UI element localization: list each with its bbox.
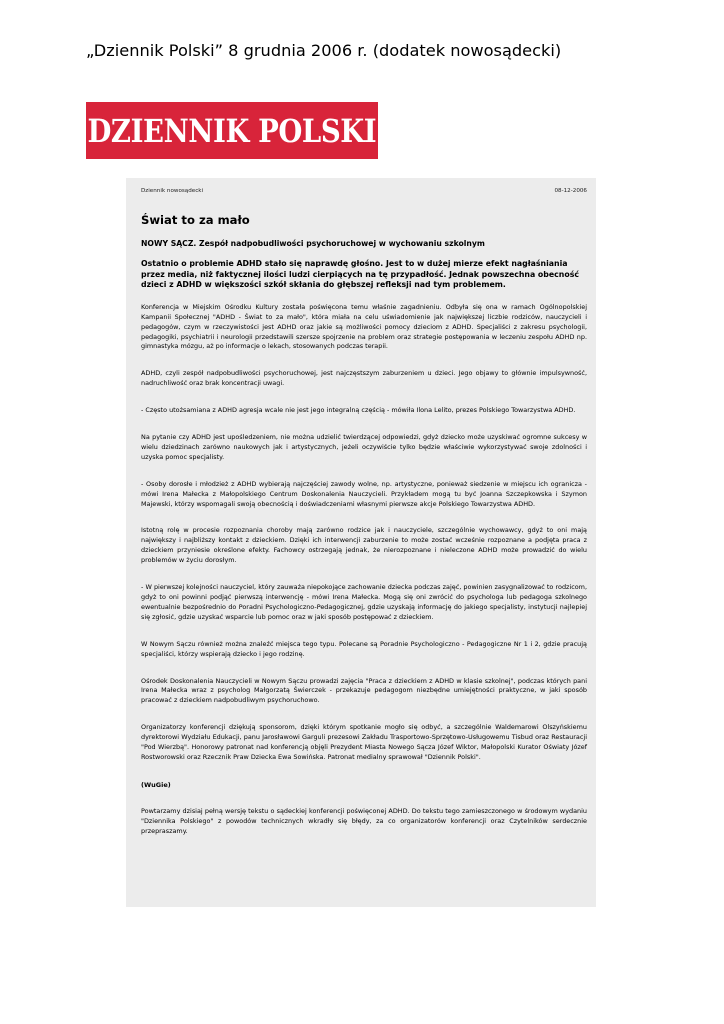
article-section: Dziennik nowosądecki [141,188,204,194]
article-paragraph: Na pytanie czy ADHD jest upośledzeniem, nie można udzielić twierdzącej odpowiedzi, gdyż dziecko może uzyskiwać ogromne sukcesy w wielu dziedzinach zarówno naukowych jak i artystycznych, jeżeli oczywiście tylko będzie właściwie wykorzystywać swoje zdolności i uzyska pomoc specjalisty. [141,433,587,461]
article-paragraph: W Nowym Sączu również można znaleźć miejsca tego typu. Polecane są Poradnie Psychologiczno - Pedagogiczne Nr 1 i 2, gdzie pracują specjaliści, którzy wspierają dziecko i jego rodzinę. [141,639,587,658]
article-paragraph: Istotną rolę w procesie rozpoznania choroby mają zarówno rodzice jak i nauczyciele, szczególnie wychowawcy, gdyż to oni mają największy i najbliższy kontakt z dzieckiem. Dzięki ich interwencji zaburzenie to może zostać wcześnie rozpoznane a podjęta praca z dzieckiem przyniesie określone efekty. Fachowcy ostrzegają jednak, że nierozpoznane i nieleczone ADHD może prowadzić do wielu problemów w życiu dorosłym. [141,526,587,565]
article-title: Świat to za mało [141,213,250,227]
page-header: „Dziennik Polski” 8 grudnia 2006 r. (dodatek nowosądecki) [86,41,562,60]
article-subtitle: NOWY SĄCZ. Zespół nadpobudliwości psychoruchowej w wychowaniu szkolnym [141,239,485,248]
article-meta [141,187,587,195]
article-paragraph: - W pierwszej kolejności nauczyciel, który zauważa niepokojące zachowanie dziecka podczas zajęć, powinien zasygnalizować to rodzicom, gdyż to oni powinni podjąć pierwszą interwencję - mówi Irena Małecka. Mogą się oni zwrócić do psychologa lub pedagoga szkolnego ewentualnie bezpośrednio do Poradni Psychologiczno-Pedagogicznej, gdzie uzyskają informację do jakiego specjalisty, instytucji najlepiej się zgłosić, gdzie uzyskać wsparcie lub pomoc oraz w jaki sposób postępować z dzieckiem. [141,583,587,621]
article-date: 08-12-2006 [554,188,587,194]
article-signature: (WuGie) [141,780,171,789]
article-paragraph: Organizatorzy konferencji dziękują sponsorom, dzięki którym spotkanie mogło się odbyć, a szczególnie Waldemarowi Olszyńskiemu dyrektorowi Wydziału Edukacji, panu Jarosławowi Garguli prezesowi Zakładu Trasportowo-Sprzętowo-Usługowemu Tisbud oraz Restauracji "Pod Wierzbą". Honorowy patronat nad konferencją objęli Prezydent Miasta Nowego Sącza Józef Wiktor, Małopolski Kurator Oświaty Józef Rostworowski oraz Rzecznik Praw Dziecka Ewa Sowińska. Patronat medialny sprawował "Dziennik Polski". [141,723,587,761]
article-paragraph: - Osoby dorosłe i młodzież z ADHD wybierają najczęściej zawody wolne, np. artystyczne, ponieważ siedzenie w miejscu ich ogranicza - mówi Irena Małecka z Małopolskiego Centrum Doskonalenia Nauczycieli. Przykładem mogą tu być Joanna Szczepkowska i Szymon Majewski, którzy wspomagali swoją obecnością i doświadczeniami własnymi pierwsze akcje Polskiego Towarzystwa ADHD. [141,479,587,508]
article-paragraph: Ośrodek Doskonalenia Nauczycieli w Nowym Sączu prowadzi zajęcia "Praca z dzieckiem z ADHD w klasie szkolnej", podczas których pani Irena Małecka wraz z psycholog Małgorzatą Świerczek - przekazuje pedagogom niezbędne umiejętności praktyczne, w jaki sposób pracować z dzieckiem nadpobudliwym psychoruchowo. [141,676,587,705]
article-paragraph: Konferencja w Miejskim Ośrodku Kultury została poświęcona temu właśnie zagadnieniu. Odbyła się ona w ramach Ogólnopolskiej Kampanii Społecznej "ADHD - Świat to za mało", która miała na celu uświadomienie jak największej liczbie rodziców, nauczycieli i pedagogów, czym w rzeczywistości jest ADHD oraz jakie są możliwości pomocy dzieciom z ADHD. Specjaliści z zakresu psychologii, pedagogiki, psychiatrii i neurologii przedstawili szersze spojrzenie na problem oraz strategie postępowania w leczeniu zespołu ADHD np. gimnastyka mózgu, aż po informacje o lekach, stosowanych podczas terapii. [141,302,587,351]
article-paragraph: - Często utożsamiana z ADHD agresja wcale nie jest jego integralną częścią - mówiła Ilona Lelito, prezes Polskiego Towarzystwa ADHD. [141,406,576,415]
logo-text: DZIENNIK POLSKI [87,111,377,150]
article-paragraph: ADHD, czyli zespół nadpobudliwości psychoruchowej, jest najczęstszym zaburzeniem u dzieci. Jego objawy to głównie impulsywność, nadruchliwość oraz brak koncentracji uwagi. [141,369,587,388]
article-lead: Ostatnio o problemie ADHD stało się naprawdę głośno. Jest to w dużej mierze efekt nagłaśniania przez media, niż faktycznej ilości ludzi cierpiących na tę przypadłość. Jednak powszechna obecność dzieci z ADHD w większości szkół skłania do głębszej refleksji nad tym problemem. [141,259,579,290]
article-panel [126,178,596,907]
article-postscript: Powtarzamy dzisiaj pełną wersję tekstu o sądeckiej konferencji poświęconej ADHD. Do tekstu tego zamieszczonego w środowym wydaniu "Dziennika Polskiego" z powodów technicznych wkradły się błędy, za co organizatorów konferencji oraz Czytelników serdecznie przepraszamy. [141,806,587,835]
newspaper-logo [86,102,378,159]
